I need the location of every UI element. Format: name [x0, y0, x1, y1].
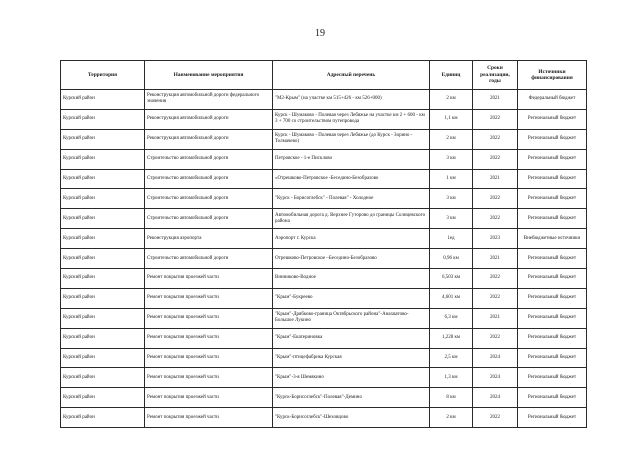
- cell-address: "Крым"-Букреево: [273, 288, 430, 308]
- table-row: [61, 129, 587, 149]
- cell-event: Ремонт покрытия проезжей части: [145, 269, 273, 289]
- cell-event: Ремонт покрытия проезжей части: [145, 308, 273, 328]
- cell-territory: Курский район: [61, 288, 145, 308]
- events-table: [60, 60, 587, 428]
- cell-source: Региональный бюджет: [518, 388, 587, 408]
- cell-source: Региональный бюджет: [518, 328, 587, 348]
- cell-address: "Крым"-Екатериновка: [273, 328, 430, 348]
- cell-event: Ремонт покрытия проезжей части: [145, 368, 273, 388]
- cell-year: 2024: [473, 368, 518, 388]
- cell-event: Реконструкция автомобильной дороги: [145, 109, 273, 129]
- cell-year: 2022: [473, 328, 518, 348]
- cell-address: "Курск-Борисоглебск"-Шеховцово: [273, 408, 430, 428]
- table-row: [61, 328, 587, 348]
- cell-territory: Курский район: [61, 308, 145, 328]
- cell-year: 2022: [473, 189, 518, 209]
- cell-unit: 2 км: [430, 90, 473, 110]
- cell-unit: 4,601 км: [430, 288, 473, 308]
- table-body: [61, 90, 587, 428]
- cell-address: "М2-Крым" (на участке км 515+426 - км 526+000): [273, 90, 430, 110]
- cell-territory: Курский район: [61, 269, 145, 289]
- cell-year: 2022: [473, 109, 518, 129]
- table-row: [61, 308, 587, 328]
- cell-event: Строительство автомобильной дороги: [145, 149, 273, 169]
- cell-territory: Курский район: [61, 129, 145, 149]
- cell-territory: Курский район: [61, 388, 145, 408]
- cell-territory: Курский район: [61, 149, 145, 169]
- cell-event: Ремонт покрытия проезжей части: [145, 388, 273, 408]
- cell-territory: Курский район: [61, 249, 145, 269]
- table-row: [61, 149, 587, 169]
- cell-territory: Курский район: [61, 90, 145, 110]
- cell-event: Ремонт покрытия проезжей части: [145, 328, 273, 348]
- cell-territory: Курский район: [61, 348, 145, 368]
- cell-unit: 3 км: [430, 209, 473, 229]
- cell-unit: 6,3 км: [430, 308, 473, 328]
- cell-territory: Курский район: [61, 408, 145, 428]
- cell-unit: 1ед: [430, 229, 473, 249]
- cell-year: 2021: [473, 90, 518, 110]
- cell-unit: 1,3 км: [430, 368, 473, 388]
- table-row: [61, 368, 587, 388]
- cell-source: Региональный бюджет: [518, 189, 587, 209]
- table-row: [61, 189, 587, 209]
- table-row: [61, 288, 587, 308]
- cell-event: Строительство автомобильной дороги: [145, 249, 273, 269]
- table-row: [61, 269, 587, 289]
- cell-year: 2022: [473, 408, 518, 428]
- cell-year: 2022: [473, 149, 518, 169]
- cell-address: «Отрешково-Петровское -Бесединo-Безобразово: [273, 169, 430, 189]
- cell-unit: 2 км: [430, 408, 473, 428]
- cell-year: 2024: [473, 348, 518, 368]
- cell-event: Строительство автомобильной дороги: [145, 209, 273, 229]
- cell-year: 2021: [473, 308, 518, 328]
- header-source: Источники финансирования: [518, 61, 587, 90]
- table-header-row: [61, 61, 587, 90]
- cell-event: Строительство автомобильной дороги: [145, 189, 273, 209]
- header-event: Наименование мероприятия: [145, 61, 273, 90]
- cell-event: Реконструкция автомобильной дороги: [145, 129, 273, 149]
- cell-unit: 1,1 км: [430, 109, 473, 129]
- cell-unit: 3 км: [430, 149, 473, 169]
- cell-address: Винниково-Воднoe: [273, 269, 430, 289]
- cell-address: "Курск-Борисоглебск"-Полевая"-Демино: [273, 388, 430, 408]
- cell-unit: 8 км: [430, 388, 473, 408]
- cell-source: Федеральный бюджет: [518, 90, 587, 110]
- cell-address: "Крым"-3-я Шемякино: [273, 368, 430, 388]
- cell-year: 2022: [473, 129, 518, 149]
- cell-address: Автомобильная дорога д. Верхнее Гуторово до границы Солнцевского района: [273, 209, 430, 229]
- table-row: [61, 90, 587, 110]
- cell-address: Аэропорт г. Курска: [273, 229, 430, 249]
- cell-address: Отрешково-Петровское –Беседино-Безобразово: [273, 249, 430, 269]
- cell-source: Региональный бюджет: [518, 308, 587, 328]
- cell-event: Ремонт покрытия проезжей части: [145, 288, 273, 308]
- cell-source: Региональный бюджет: [518, 169, 587, 189]
- cell-address: "Крым"-Дрябково-граница Октябрьского района"-Анахватово-Большое Лукино: [273, 308, 430, 328]
- cell-year: 2022: [473, 288, 518, 308]
- table-row: [61, 229, 587, 249]
- cell-territory: Курский район: [61, 368, 145, 388]
- cell-year: 2023: [473, 229, 518, 249]
- cell-event: Ремонт покрытия проезжей части: [145, 408, 273, 428]
- cell-unit: 0,96 км: [430, 249, 473, 269]
- cell-territory: Курский район: [61, 109, 145, 129]
- table-row: [61, 408, 587, 428]
- cell-address: "Курск - Борисоглебск" - Полевая" - Холодное: [273, 189, 430, 209]
- cell-source: Региональный бюджет: [518, 149, 587, 169]
- cell-source: Внебюджетные источники: [518, 229, 587, 249]
- cell-address: Курск - Шумаково - Полевая через Лебяжье на участке км 2 + 600 - км 3 + 700 со строительством путепровода: [273, 109, 430, 129]
- cell-source: Региональный бюджет: [518, 129, 587, 149]
- cell-year: 2024: [473, 388, 518, 408]
- cell-source: Региональный бюджет: [518, 249, 587, 269]
- cell-source: Региональный бюджет: [518, 288, 587, 308]
- header-unit: Единиц: [430, 61, 473, 90]
- cell-source: Региональный бюджет: [518, 348, 587, 368]
- cell-territory: Курский район: [61, 229, 145, 249]
- cell-event: Реконструкция автомобильной дороги федерального значения: [145, 90, 273, 110]
- cell-territory: Курский район: [61, 189, 145, 209]
- table-row: [61, 169, 587, 189]
- table-row: [61, 109, 587, 129]
- cell-unit: 2 км: [430, 129, 473, 149]
- cell-territory: Курский район: [61, 209, 145, 229]
- cell-source: Региональный бюджет: [518, 109, 587, 129]
- cell-unit: 6,503 км: [430, 269, 473, 289]
- cell-address: "Крым"-птицефабрика Курская: [273, 348, 430, 368]
- cell-unit: 3 км: [430, 189, 473, 209]
- cell-event: Ремонт покрытия проезжей части: [145, 348, 273, 368]
- cell-year: 2021: [473, 169, 518, 189]
- cell-unit: 1 км: [430, 169, 473, 189]
- table-row: [61, 348, 587, 368]
- cell-address: Курск - Шумаково - Полевая через Лебяжье (до Курск - Зорино - Толмачево): [273, 129, 430, 149]
- cell-year: 2022: [473, 269, 518, 289]
- cell-source: Региональный бюджет: [518, 368, 587, 388]
- page-number: 19: [315, 28, 325, 39]
- table-row: [61, 249, 587, 269]
- cell-unit: 1,228 км: [430, 328, 473, 348]
- cell-year: 2022: [473, 209, 518, 229]
- cell-territory: Курский район: [61, 328, 145, 348]
- cell-source: Региональный бюджет: [518, 269, 587, 289]
- table-row: [61, 388, 587, 408]
- cell-territory: Курский район: [61, 169, 145, 189]
- header-territory: Территория: [61, 61, 145, 90]
- cell-event: Строительство автомобильной дороги: [145, 169, 273, 189]
- cell-address: Петровское - 1-е Писклово: [273, 149, 430, 169]
- header-address: Адресный перечень: [273, 61, 430, 90]
- cell-source: Региональный бюджет: [518, 209, 587, 229]
- table-row: [61, 209, 587, 229]
- cell-source: Региональный бюджет: [518, 408, 587, 428]
- cell-event: Реконструкция аэропорта: [145, 229, 273, 249]
- cell-unit: 2,5 км: [430, 348, 473, 368]
- cell-year: 2021: [473, 249, 518, 269]
- header-deadline: Сроки реализации, годы: [473, 61, 518, 90]
